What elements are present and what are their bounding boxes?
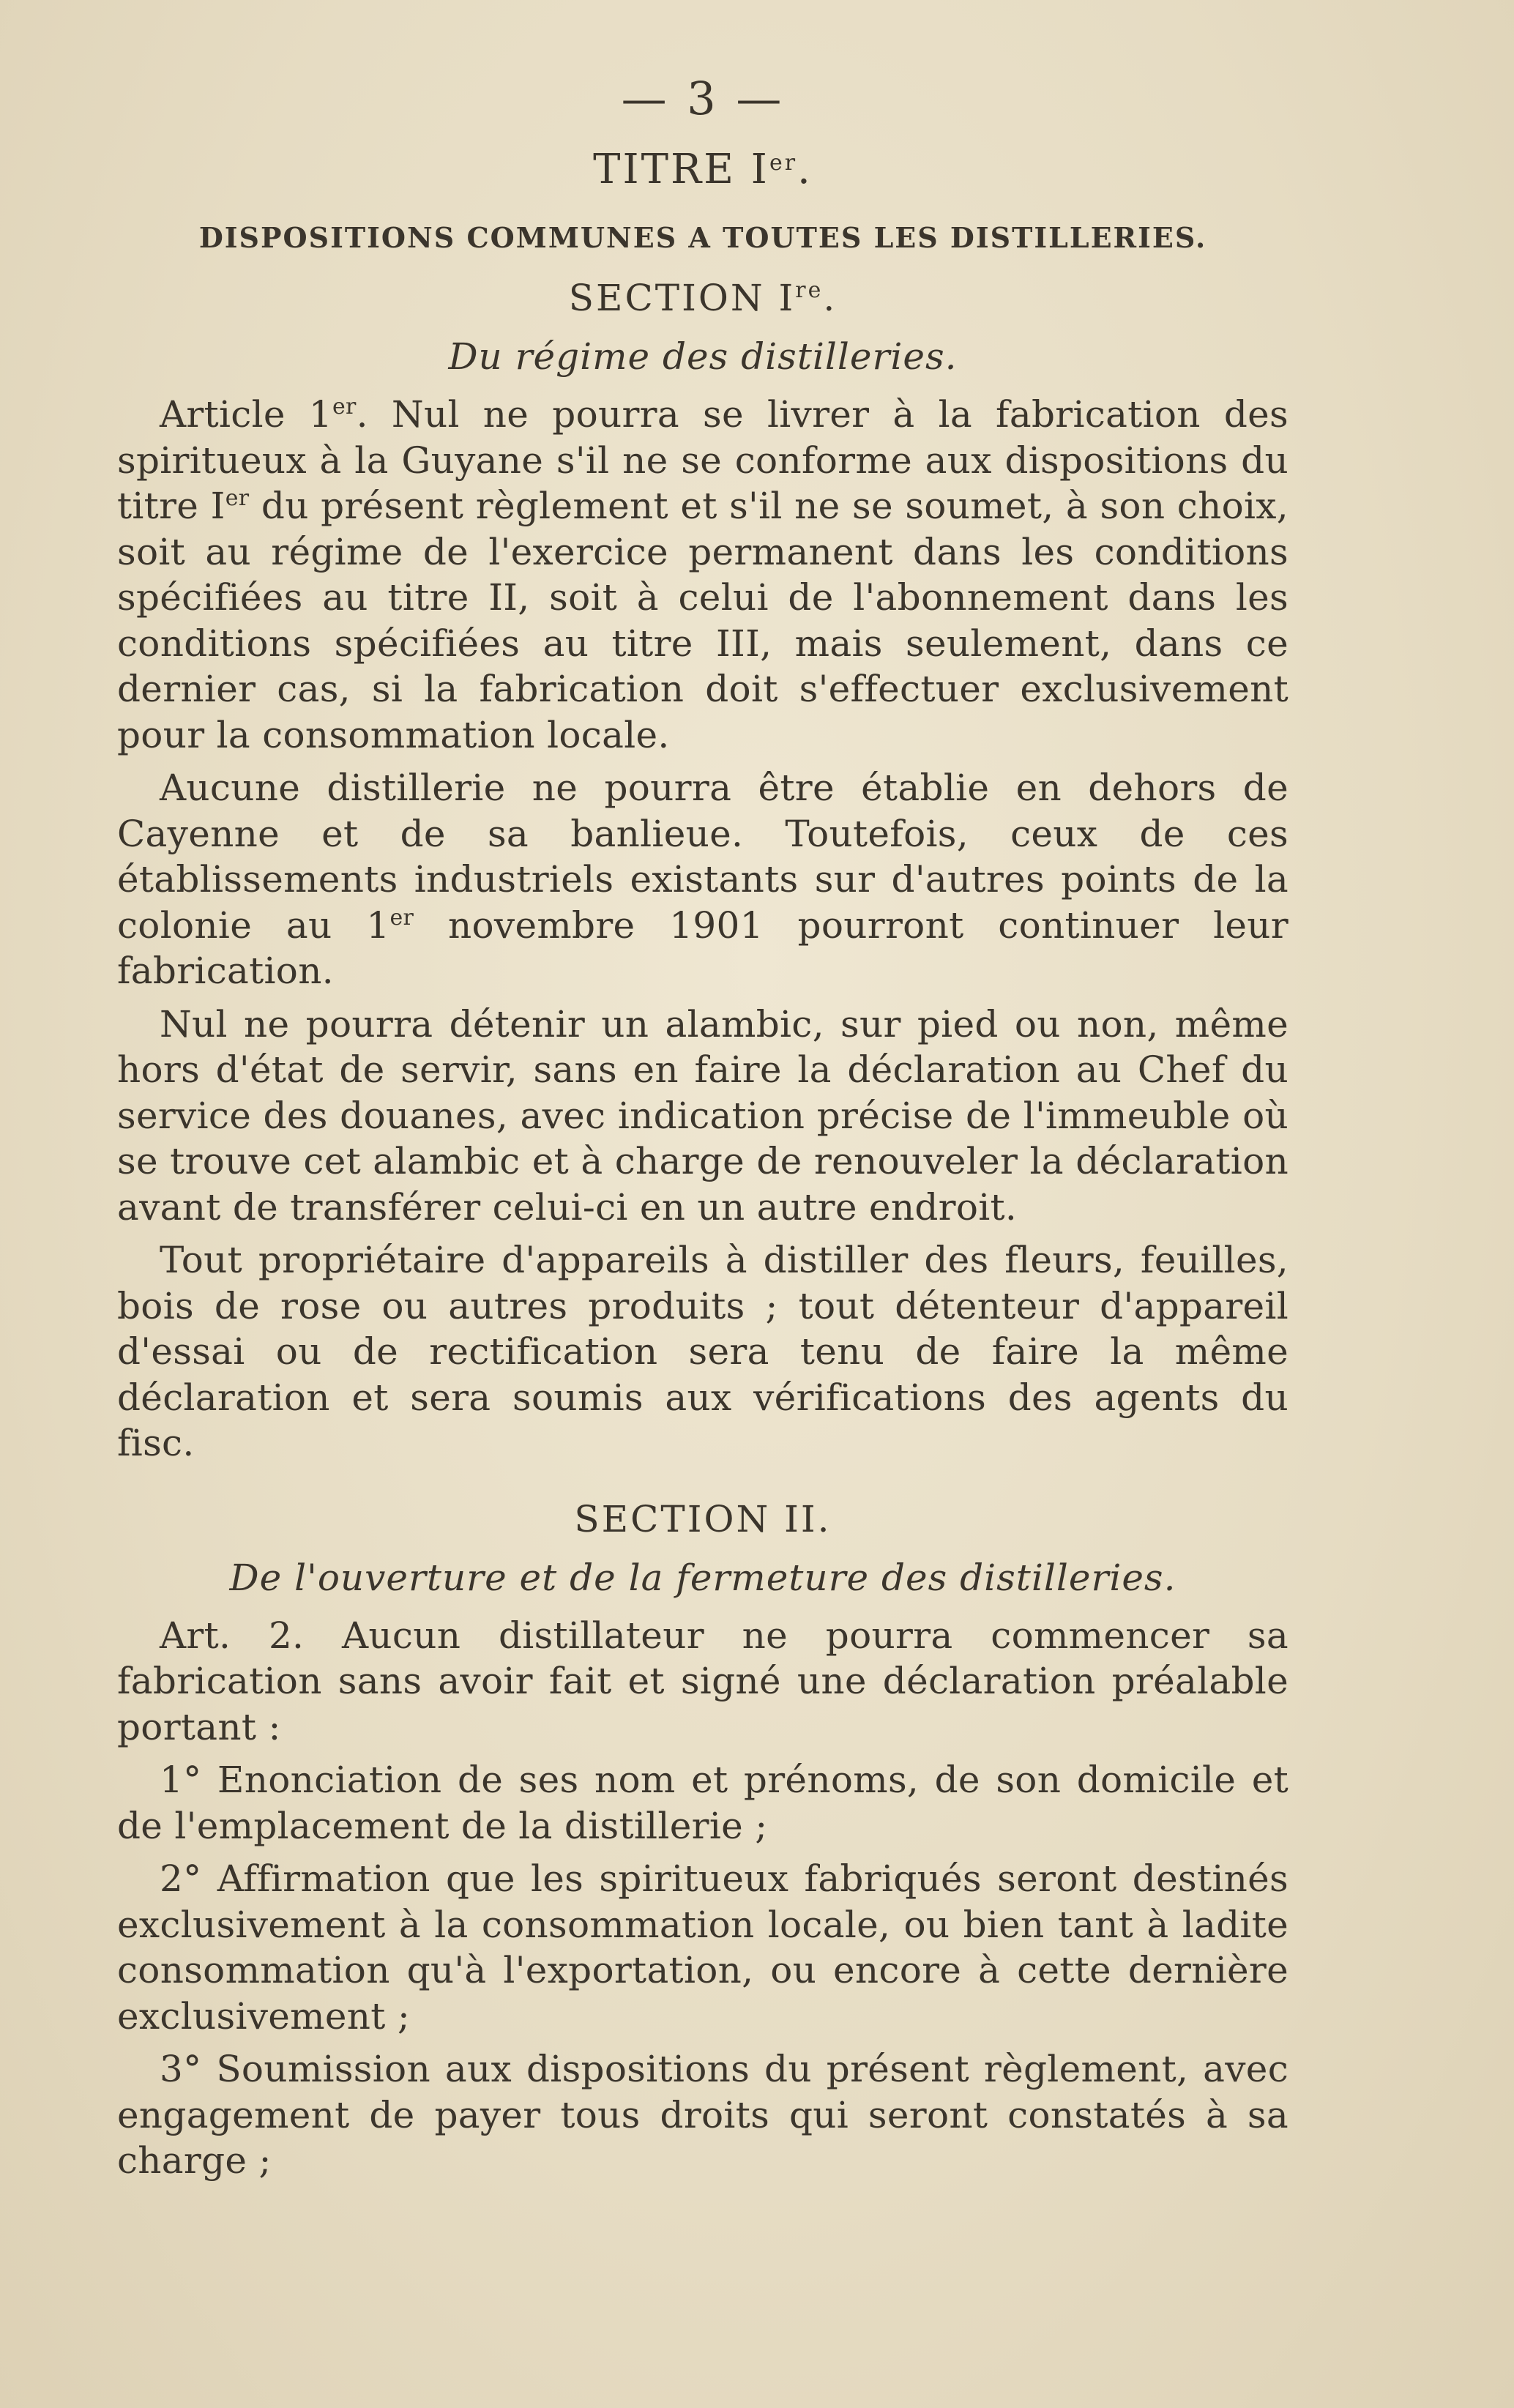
article-1-sup: er: [332, 394, 357, 420]
article-1-part: du présent règlement et s'il ne se soumet, à son choix, soit au régime de l'exercice permanent dans les conditions spécifiées au titre II, soit à celui de l'abonnement dans les conditions spécifiées au titre III, mais seulement, dans ce dernier cas, si la fabrication doit s'effectuer exclusivement pour la consommation locale.: [117, 485, 1289, 756]
section1-title: Du régime des distilleries.: [448, 335, 958, 378]
titre-end: .: [797, 146, 813, 193]
article-2-paragraph: Art. 2. Aucun distillateur ne pourra commencer sa fabrication sans avoir fait et signé une déclaration préalable portant :: [117, 1614, 1289, 1748]
location-part: novembre 1901 pourront continuer leur fabrication.: [117, 903, 1289, 992]
item-1-paragraph: 1° Enonciation de ses nom et prénoms, de son domicile et de l'emplacement de la distillerie ;: [117, 1759, 1289, 1847]
titre-sup: er: [769, 150, 798, 176]
section-gap: [117, 1474, 1289, 1496]
appareils-paragraph: Tout propriétaire d'appareils à distiller des fleurs, feuilles, bois de rose ou autres produits ; tout détenteur d'appareil d'essai ou de rectification sera tenu de faire la même déclaration et sera soumis aux vérifications des agents du fisc.: [117, 1239, 1289, 1464]
item-3-paragraph: 3° Soumission aux dispositions du présent règlement, avec engagement de payer tous droits qui seront constatés à sa charge ;: [117, 2048, 1289, 2182]
article-1-sup: er: [225, 485, 250, 511]
section2-heading: SECTION II.: [574, 1497, 832, 1540]
subheading: DISPOSITIONS COMMUNES A TOUTES LES DISTILLERIES.: [198, 221, 1207, 254]
section1-heading-text: SECTION I: [568, 277, 796, 319]
titre-heading: [117, 144, 1289, 195]
page-number: — 3 —: [621, 72, 785, 125]
document-page: [117, 70, 1289, 2191]
item-2-paragraph: 2° Affirmation que les spiritueux fabriqués seront destinés exclusivement à la consommation locale, ou bien tant à ladite consommation qu'à l'exportation, ou encore à cette dernière exclusivement ;: [117, 1857, 1289, 2038]
distillerie-location-paragraph: [117, 765, 1289, 994]
section2-title: De l'ouverture et de la fermeture des distilleries.: [229, 1556, 1176, 1599]
location-sup: er: [389, 904, 414, 931]
titre-text: TITRE I: [593, 146, 769, 193]
section1-heading: [117, 275, 1289, 321]
article-1-paragraph: [117, 392, 1289, 758]
alambic-paragraph: Nul ne pourra détenir un alambic, sur pied ou non, même hors d'état de servir, sans en faire la déclaration au Chef du service des douanes, avec indication précise de l'immeuble où se trouve cet alambic et à charge de renouveler la déclaration avant de transférer celui-ci en un autre endroit.: [117, 1002, 1289, 1229]
article-1-part: . Nul ne pourra se livrer à la fabrication des spiritueux à la Guyane s'il ne se conforme aux dispositions du titre I: [117, 393, 1289, 527]
location-part: Aucune distillerie ne pourra être établie en dehors de Cayenne et de sa banlieue. Toutefois, ceux de ces établissements industriels existants sur d'autres points de la colonie au 1: [117, 767, 1289, 947]
section1-heading-end: .: [823, 277, 838, 319]
section1-heading-sup: re: [795, 277, 824, 303]
article-1-part: Article 1: [160, 393, 332, 436]
